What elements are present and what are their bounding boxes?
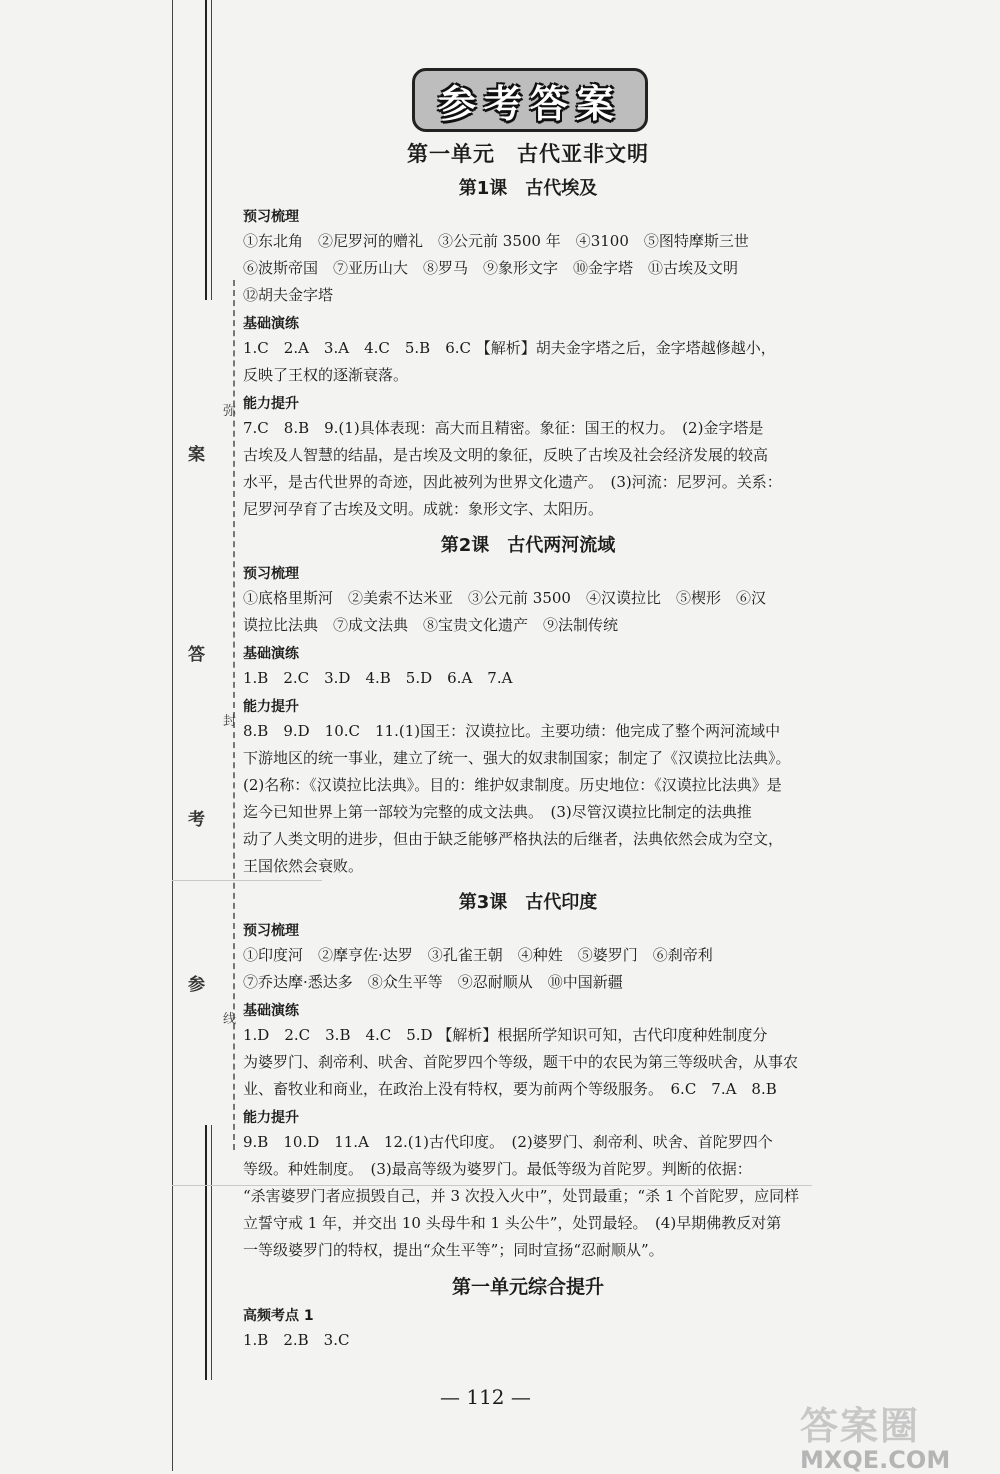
section-text: ①东北角 ②尼罗河的赠礼 ③公元前 3500 年 ④3100 ⑤图特摩斯三世 ⑥波斯帝国 ⑦亚历山大 ⑧罗马 ⑨象形文字 ⑩金字塔 ⑪古埃及文明 ⑫胡夫金字塔	[243, 232, 749, 304]
page-title-banner: 参考答案	[412, 68, 648, 132]
margin-char-da: 答	[188, 645, 205, 665]
watermark-logo-text: 答案圈	[800, 1404, 921, 1448]
section-label: 预习梳理	[243, 209, 299, 225]
answer-content	[243, 138, 813, 1354]
section-text: 1.C 2.A 3.A 4.C 5.B 6.C 【解析】胡夫金字塔之后，金字塔越修越小， 反映了王权的逐渐衰落。	[243, 339, 776, 384]
margin-char-can: 参	[188, 975, 205, 995]
section-text: 1.D 2.C 3.B 4.C 5.D 【解析】根据所学知识可知，古代印度种姓制度分 为婆罗门、刹帝利、吠舍、首陀罗四个等级，题干中的农民为第三等级吠舍，从事农 业、畜牧业和商业，在政治上没有特权，要为前两个等级服务。 6.C 7.A 8.B	[243, 1026, 799, 1098]
section-label: 能力提升	[243, 1110, 299, 1126]
section-text: 1.B 2.B 3.C	[243, 1331, 350, 1349]
section-text: ①底格里斯河 ②美索不达米亚 ③公元前 3500 ④汉谟拉比 ⑤楔形 ⑥汉 谟拉比法典 ⑦成文法典 ⑧宝贵文化遗产 ⑨法制传统	[243, 589, 766, 634]
section-text: 1.B 2.C 3.D 4.B 5.D 6.A 7.A	[243, 669, 513, 687]
watermark	[800, 1395, 950, 1474]
margin-label-feng: 封	[223, 714, 237, 729]
section-label: 能力提升	[243, 396, 299, 412]
section-label: 能力提升	[243, 699, 299, 715]
section-label: 预习梳理	[243, 923, 299, 939]
lesson-title: 第3课 古代印度	[458, 892, 598, 913]
section-text: 8.B 9.D 10.C 11.(1)国王：汉谟拉比。主要功绩：他完成了整个两河流域中 下游地区的统一事业，建立了统一、强大的奴隶制国家；制定了《汉谟拉比法典》。 (2)名称：《汉谟拉比法典》。目的：维护奴隶制度。历史地位：《汉谟拉比法典》是 迄今已知世界上第一部较为完整的成文法典。 (3)尽管汉谟拉比制定的法典推 动了人类文明的进步，但由于缺乏能够严格执法的后继者，法典依然会成为空文， 王国依然会衰败。	[243, 722, 791, 875]
section-label: 高频考点 1	[243, 1308, 314, 1324]
section-label: 基础演练	[243, 316, 299, 332]
watermark-url: MXQE.COM	[800, 1446, 951, 1474]
margin-label-mi: 弥	[223, 404, 237, 419]
summary-title: 第一单元综合提升	[451, 1276, 604, 1298]
margin-rule	[211, 0, 212, 300]
margin-rule	[205, 1125, 207, 1380]
section-text: ①印度河 ②摩亨佐·达罗 ③孔雀王朝 ④种姓 ⑤婆罗门 ⑥刹帝利 ⑦乔达摩·悉达多 ⑧众生平等 ⑨忍耐顺从 ⑩中国新疆	[243, 946, 713, 991]
margin-char-an: 案	[188, 445, 205, 465]
lesson-title: 第1课 古代埃及	[458, 178, 598, 199]
section-label: 预习梳理	[243, 566, 299, 582]
unit-title: 第一单元 古代亚非文明	[407, 142, 649, 166]
section-label: 基础演练	[243, 1003, 299, 1019]
margin-char-kao: 考	[188, 810, 205, 830]
margin-rule	[205, 0, 207, 300]
margin-label-xian: 线	[223, 1012, 237, 1027]
page-number: — 112 —	[440, 1385, 531, 1409]
margin-rule	[211, 1125, 212, 1380]
section-text: 7.C 8.B 9.(1)具体表现：高大而且精密。象征：国王的权力。 (2)金字塔是 古埃及人智慧的结晶，是古埃及文明的象征，反映了古埃及社会经济发展的较高 水平，是古代世界的奇迹，因此被列为世界文化遗产。 (3)河流：尼罗河。关系： 尼罗河孕育了古埃及文明。成就：象形文字、太阳历。	[243, 419, 782, 518]
margin-rule	[172, 0, 173, 1471]
section-text: 9.B 10.D 11.A 12.(1)古代印度。 (2)婆罗门、刹帝利、吠舍、首陀罗四个 等级。种姓制度。 (3)最高等级为婆罗门。最低等级为首陀罗。判断的依据： “杀害婆罗门者应损毁自己，并 3 次投入火中”，处罚最重；“杀 1 个首陀罗，应同样 立誓守戒 1 年，并交出 10 头母牛和 1 头公牛”，处罚最轻。 (4)早期佛教反对第 一等级婆罗门的特权，提出“众生平等”；同时宣扬“忍耐顺从”。	[243, 1133, 800, 1259]
section-label: 基础演练	[243, 646, 299, 662]
lesson-title: 第2课 古代两河流域	[440, 535, 616, 556]
